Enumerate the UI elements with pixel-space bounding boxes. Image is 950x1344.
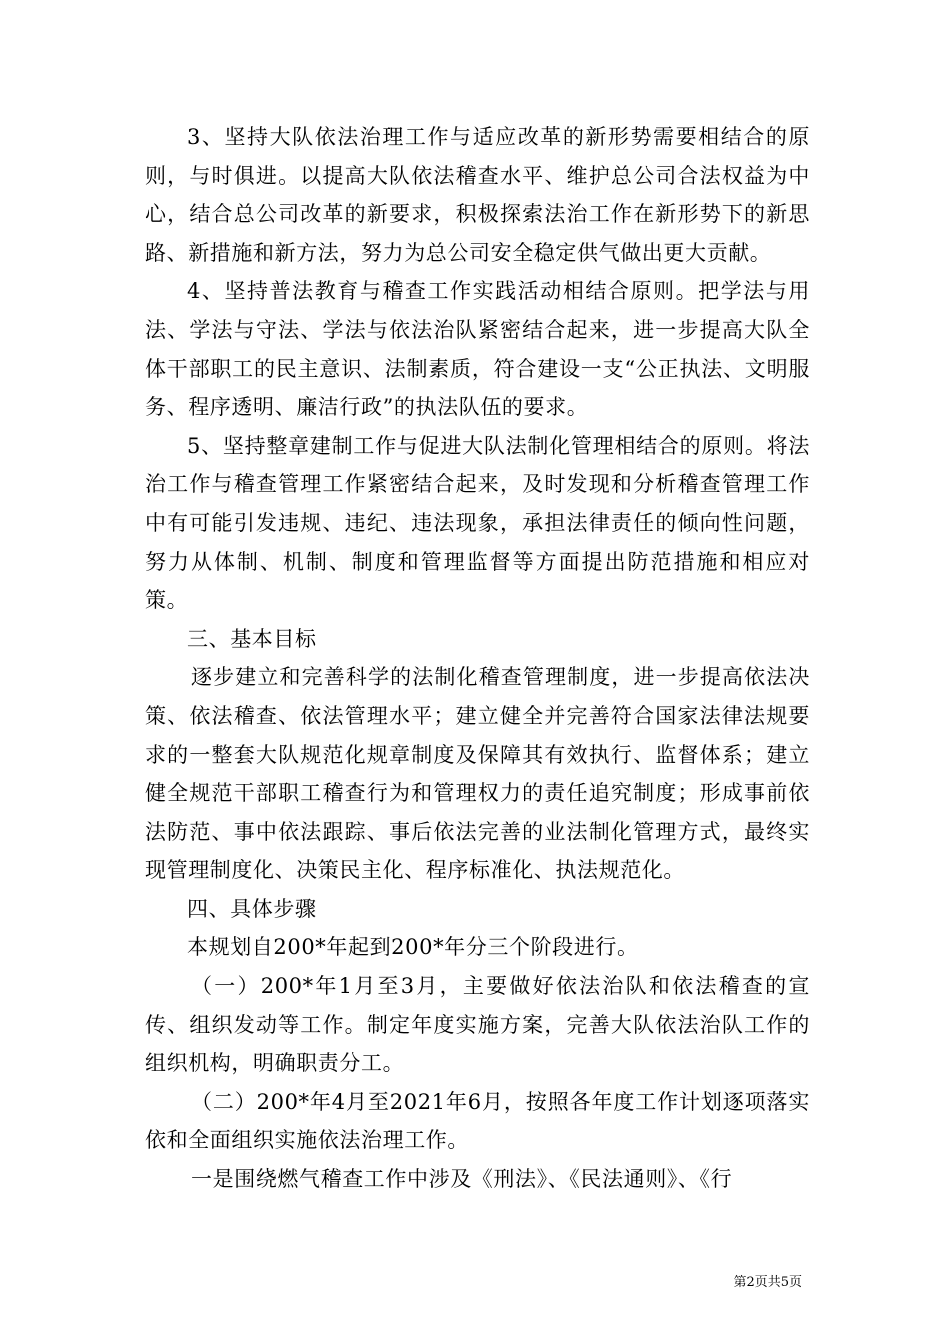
section-heading-basic-goals: 三、基本目标: [187, 626, 317, 651]
paragraph-item-one: 一是围绕燃气稽查工作中涉及《刑法》、《民法通则》、《行: [191, 1167, 733, 1192]
paragraph-plan-stages: 本规划自200*年起到200*年分三个阶段进行。: [187, 935, 639, 960]
paragraph-principle-5: 5、坚持整章建制工作与促进大队法制化管理相结合的原则。将法治工作与稽查管理工作紧密结合起来，及时发现和分析稽查管理工作中有可能引发违规、违纪、违法现象，承担法律责任的倾向性问题，努力从体制、机制、制度和管理监督等方面提出防范措施和相应对策。: [145, 433, 810, 613]
paragraph-stage-1: （一）200*年1月至3月，主要做好依法治队和依法稽查的宣传、组织发动等工作。制定年度实施方案，完善大队依法治队工作的组织机构，明确职责分工。: [145, 974, 810, 1076]
document-body: [145, 118, 810, 1199]
paragraph-basic-goals: 逐步建立和完善科学的法制化稽查管理制度，进一步提高依法决策、依法稽查、依法管理水平；建立健全并完善符合国家法律法规要求的一整套大队规范化规章制度及保障其有效执行、监督体系；建立健全规范干部职工稽查行为和管理权力的责任追究制度；形成事前依法防范、事中依法跟踪、事后依法完善的业法制化管理方式，最终实现管理制度化、决策民主化、程序标准化、执法规范化。: [145, 665, 810, 883]
paragraph-principle-4: 4、坚持普法教育与稽查工作实践活动相结合原则。把学法与用法、学法与守法、学法与依法治队紧密结合起来，进一步提高大队全体干部职工的民主意识、法制素质，符合建设一支“公正执法、文明服务、程序透明、廉洁行政”的执法队伍的要求。: [145, 279, 810, 420]
section-heading-specific-steps: 四、具体步骤: [187, 896, 317, 921]
paragraph-principle-3: 3、坚持大队依法治理工作与适应改革的新形势需要相结合的原则，与时俱进。以提高大队依法稽查水平、维护总公司合法权益为中心，结合总公司改革的新要求，积极探索法治工作在新形势下的新思路、新措施和新方法，努力为总公司安全稳定供气做出更大贡献。: [145, 125, 810, 265]
page-number: 第2页共5页: [733, 1275, 802, 1290]
paragraph-stage-2: （二）200*年4月至2021年6月，按照各年度工作计划逐项落实依和全面组织实施依法治理工作。: [145, 1089, 810, 1153]
